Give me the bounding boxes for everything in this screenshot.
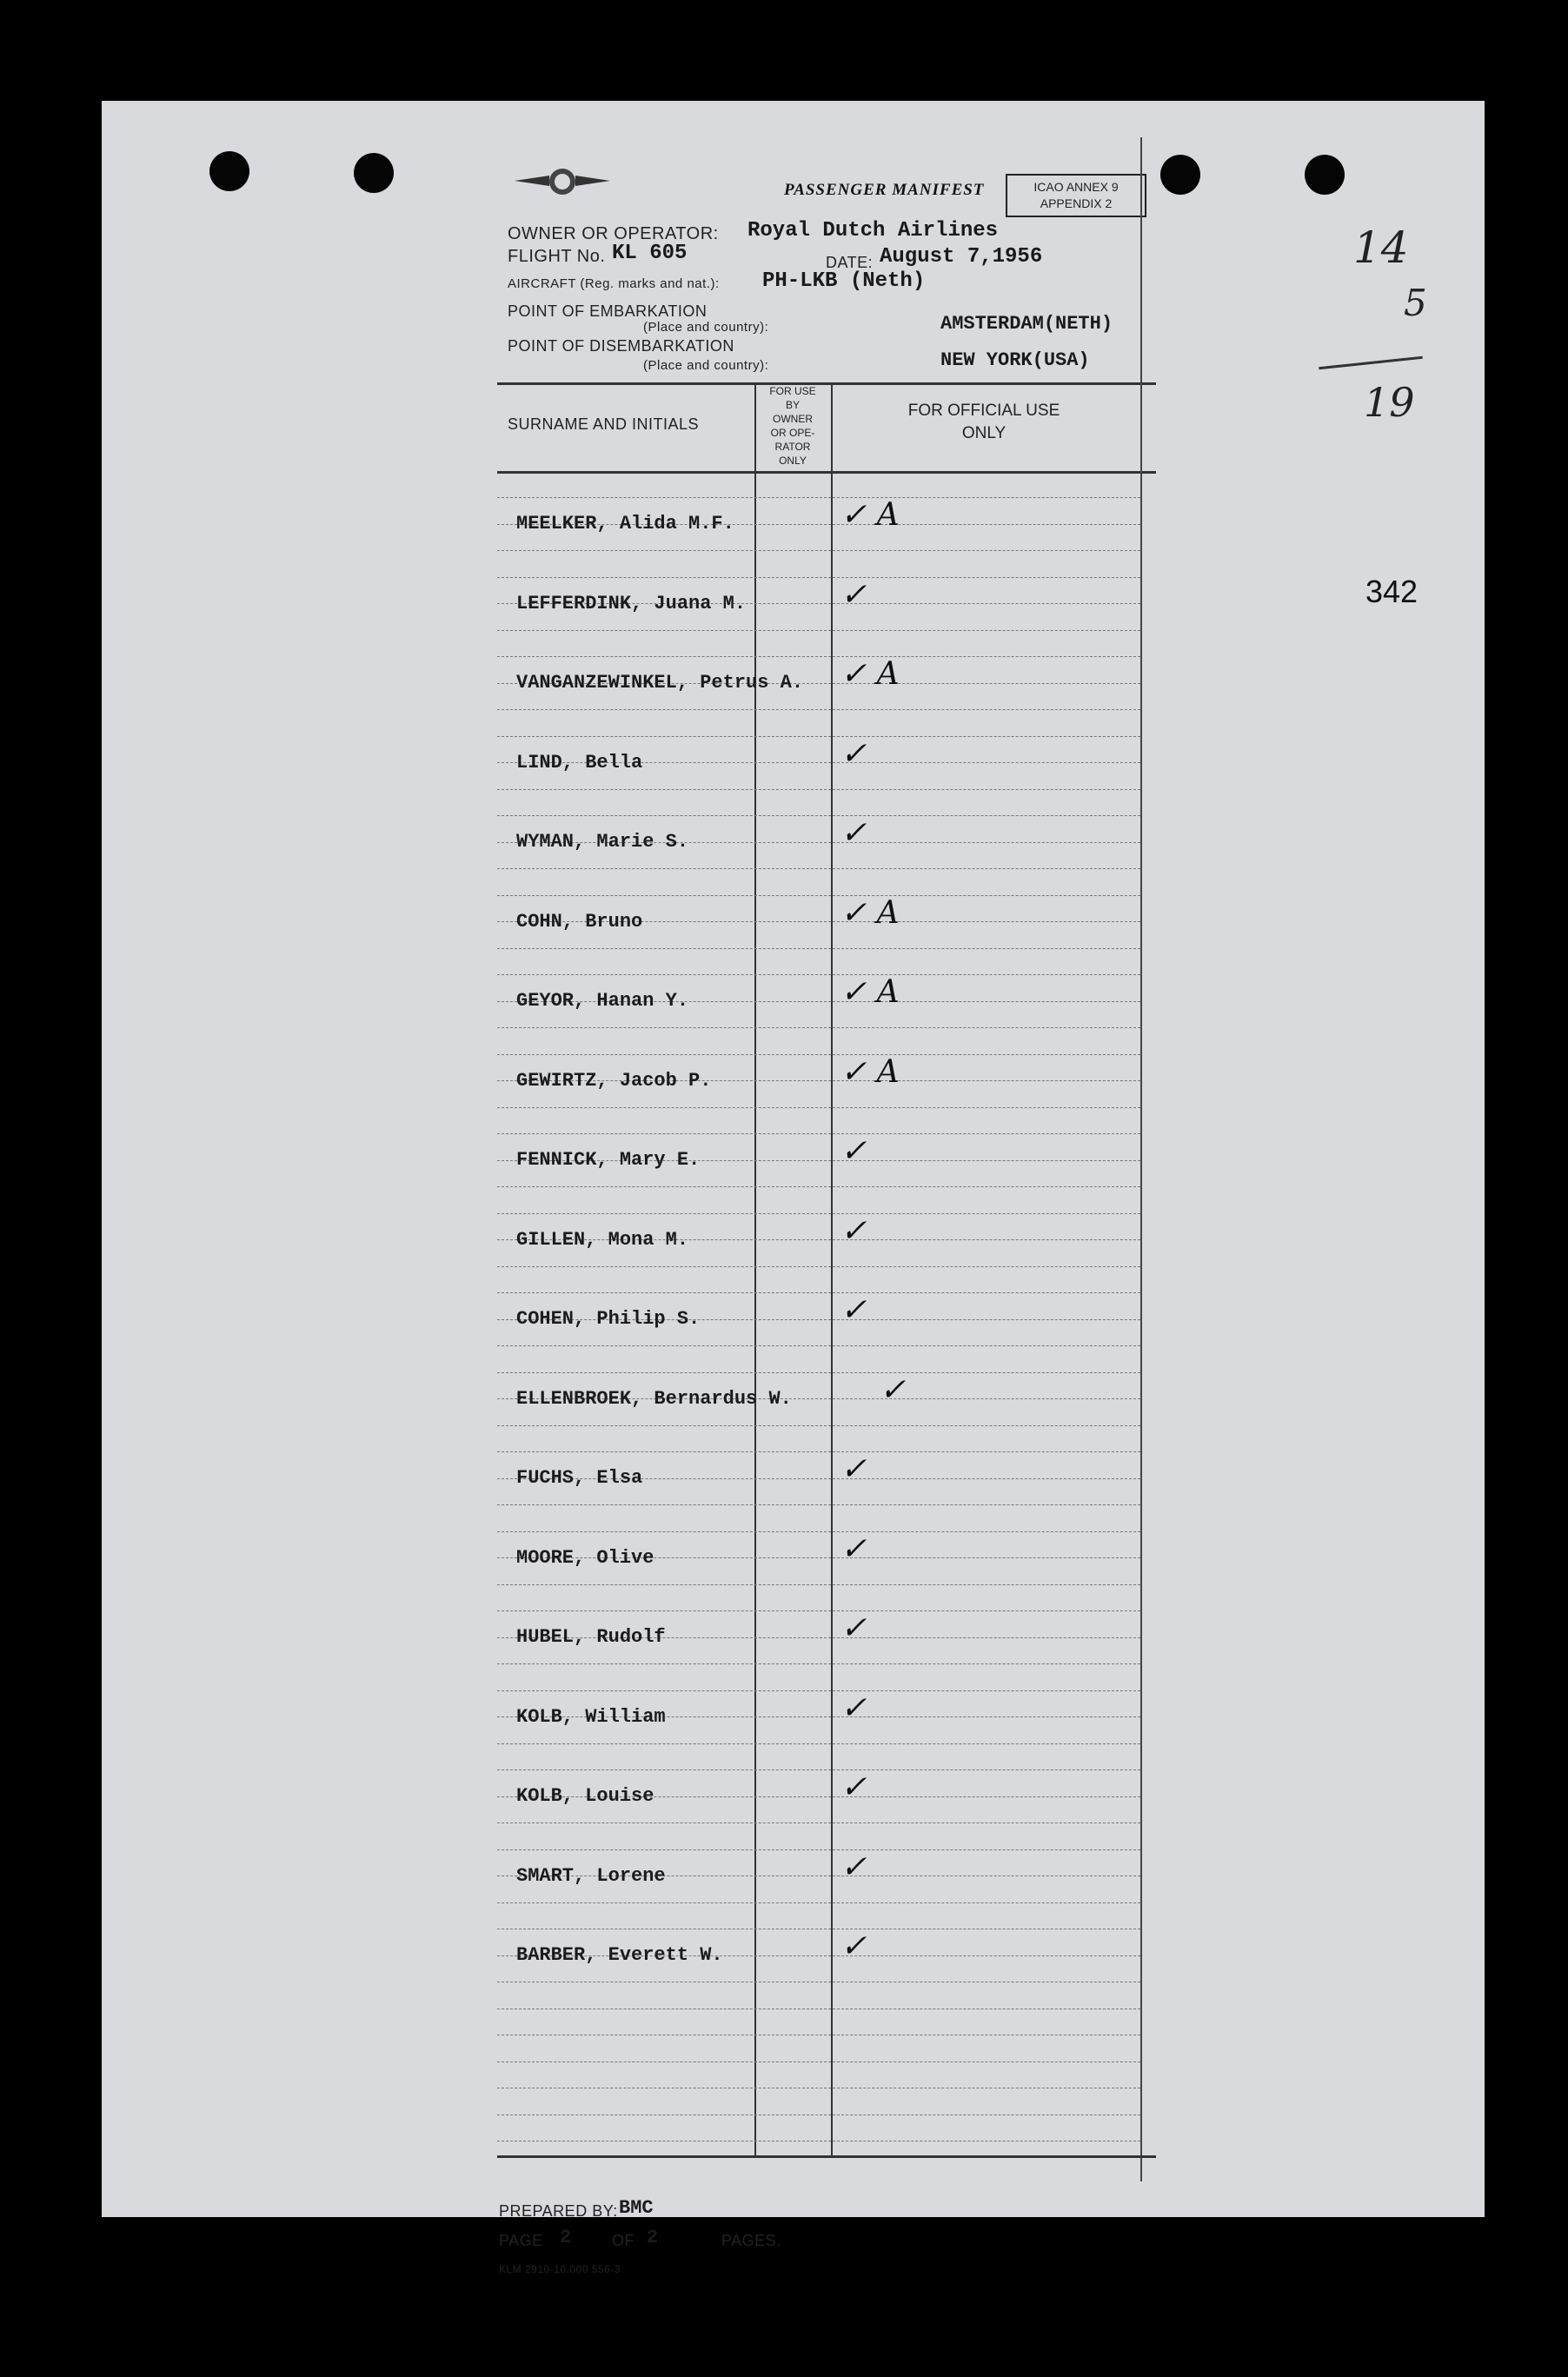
page-value: 2: [560, 2227, 572, 2248]
official-check-mark: ✓: [840, 735, 867, 772]
embarkation-value: AMSTERDAM(NETH): [940, 313, 1113, 335]
ruled-line: [497, 2008, 1140, 2009]
klm-wings-logo-icon: [515, 167, 610, 196]
passenger-name: MEELKER, Alida M.F.: [516, 513, 734, 534]
icao-line-2: APPENDIX 2: [1040, 196, 1113, 210]
disembarkation-sub: (Place and country):: [643, 358, 769, 373]
ruled-line: [497, 1690, 1140, 1691]
surname-column-header: SURNAME AND INITIALS: [508, 415, 700, 433]
ruled-line: [497, 630, 1140, 631]
official-check-mark: ✓ A: [840, 1053, 900, 1090]
ruled-line: [497, 1054, 1140, 1055]
ruled-line: [497, 1345, 1140, 1346]
prepared-value: BMC: [619, 2197, 654, 2219]
disembarkation-label: POINT OF DISEMBARKATION: [508, 337, 734, 355]
punch-hole: [1305, 155, 1345, 195]
official-check-mark: ✓: [840, 1292, 867, 1328]
passenger-name: FUCHS, Elsa: [516, 1467, 643, 1489]
ruled-line: [497, 736, 1140, 737]
official-check-mark: ✓: [840, 1769, 867, 1805]
ruled-line: [497, 815, 1140, 816]
ruled-line: [497, 948, 1140, 949]
passenger-name: HUBEL, Rudolf: [516, 1626, 666, 1648]
ruled-line: [497, 1425, 1140, 1426]
ruled-line: [497, 656, 1140, 657]
official-check-mark: ✓: [840, 1610, 867, 1646]
aircraft-value: PH-LKB (Neth): [762, 269, 926, 293]
ruled-line: [497, 550, 1140, 551]
embarkation-label: POINT OF EMBARKATION: [508, 302, 708, 320]
official-check-mark: ✓ A: [840, 974, 900, 1010]
right-frame: [1140, 137, 1142, 2181]
ruled-line: [497, 1292, 1140, 1293]
form-code: KLM 2910-10.000 556-3: [499, 2263, 621, 2275]
ruled-line: [497, 1133, 1140, 1134]
column-divider: [754, 382, 756, 2157]
official-check-mark: ✓ A: [840, 497, 900, 533]
ruled-line: [497, 789, 1140, 790]
owner-use-column-header: FOR USE BY OWNER OR OPE- RATOR ONLY: [769, 385, 816, 467]
ruled-line: [497, 1213, 1140, 1214]
official-check-mark: ✓: [880, 1371, 907, 1408]
table-header-rule: [497, 471, 1156, 474]
ruled-line: [497, 1531, 1140, 1532]
punch-hole: [209, 151, 249, 191]
passenger-name: GILLEN, Mona M.: [516, 1228, 689, 1251]
manifest-form: [497, 137, 1158, 2275]
ruled-line: [497, 1027, 1140, 1028]
passenger-name: LEFFERDINK, Juana M.: [516, 592, 747, 614]
passenger-name: COHEN, Philip S.: [516, 1308, 701, 1330]
manifest-title: PASSENGER MANIFEST: [784, 181, 985, 199]
official-check-mark: ✓: [840, 576, 867, 613]
ruled-line: [497, 1372, 1140, 1373]
ruled-line: [497, 1743, 1140, 1744]
passenger-name: LIND, Bella: [516, 751, 643, 774]
table-bottom-rule: [497, 2155, 1156, 2158]
official-check-mark: ✓: [840, 1849, 867, 1885]
column-divider: [831, 382, 833, 2157]
ruled-line: [497, 895, 1140, 896]
date-value: August 7,1956: [880, 245, 1043, 269]
passenger-name: COHN, Bruno: [516, 910, 643, 933]
ruled-line: [497, 1266, 1140, 1267]
passenger-name: KOLB, Louise: [516, 1785, 654, 1807]
of-value: 2: [647, 2227, 659, 2248]
official-check-mark: ✓: [840, 1530, 867, 1567]
ruled-line: [497, 577, 1140, 578]
ruled-line: [497, 868, 1140, 869]
ruled-line: [497, 974, 1140, 975]
ruled-line: [497, 1610, 1140, 1611]
margin-note-mid: 5: [1404, 282, 1427, 324]
owner-value: Royal Dutch Airlines: [747, 219, 999, 242]
passenger-name: MOORE, Olive: [516, 1546, 654, 1569]
official-check-mark: ✓: [840, 1451, 867, 1487]
pages-label: PAGES.: [721, 2232, 781, 2249]
passenger-name: FENNICK, Mary E.: [516, 1149, 701, 1171]
embarkation-sub: (Place and country):: [643, 320, 769, 335]
ruled-line: [497, 1186, 1140, 1187]
official-check-mark: ✓: [840, 1212, 867, 1249]
official-check-mark: ✓ A: [840, 656, 900, 692]
flight-label: FLIGHT No.: [508, 247, 606, 266]
official-check-mark: ✓: [840, 1690, 867, 1726]
owner-label: OWNER OR OPERATOR:: [508, 224, 719, 243]
passenger-name: SMART, Lorene: [516, 1864, 666, 1887]
flight-value: KL 605: [612, 242, 688, 265]
passenger-name: VANGANZEWINKEL, Petrus A.: [516, 672, 804, 694]
ruled-line: [497, 1663, 1140, 1664]
official-check-mark: ✓: [840, 1929, 867, 1964]
punch-hole: [1160, 155, 1200, 195]
ruled-line: [497, 497, 1140, 498]
ruled-line: [497, 1902, 1140, 1903]
aircraft-label: AIRCRAFT (Reg. marks and nat.):: [508, 276, 720, 291]
page-label: PAGE: [499, 2232, 543, 2249]
icao-annex-box: [1006, 174, 1146, 217]
manifest-page: [102, 101, 1485, 2275]
passenger-name: ELLENBROEK, Bernardus W.: [516, 1387, 792, 1410]
margin-note-bottom: 19: [1364, 379, 1415, 426]
ruled-line: [497, 1849, 1140, 1850]
passenger-name: KOLB, William: [516, 1705, 666, 1728]
icao-line-1: ICAO ANNEX 9: [1033, 180, 1119, 194]
ruled-line: [497, 1584, 1140, 1585]
official-check-mark: ✓: [840, 1133, 867, 1169]
official-check-mark: ✓ A: [840, 894, 900, 931]
prepared-label: PREPARED BY:: [499, 2202, 618, 2220]
disembarkation-value: NEW YORK(USA): [940, 349, 1090, 371]
date-label: DATE:: [826, 254, 874, 271]
of-label: OF: [612, 2232, 635, 2249]
stamp-number: 342: [1365, 574, 1419, 609]
ruled-line: [497, 1504, 1140, 1505]
ruled-line: [497, 709, 1140, 710]
passenger-name: WYMAN, Marie S.: [516, 831, 689, 853]
passenger-name: GEWIRTZ, Jacob P.: [516, 1069, 712, 1092]
ruled-line: [497, 1769, 1140, 1770]
margin-fraction-line: [1319, 356, 1423, 370]
ruled-line: [497, 1107, 1140, 1108]
passenger-name: BARBER, Everett W.: [516, 1944, 723, 1966]
passenger-name: GEYOR, Hanan Y.: [516, 990, 689, 1012]
official-use-column-header: FOR OFFICIAL USE ONLY: [907, 402, 1060, 442]
margin-note-top: 14: [1353, 222, 1409, 273]
ruled-line: [497, 1451, 1140, 1452]
official-check-mark: ✓: [840, 815, 867, 851]
punch-hole: [354, 153, 394, 193]
